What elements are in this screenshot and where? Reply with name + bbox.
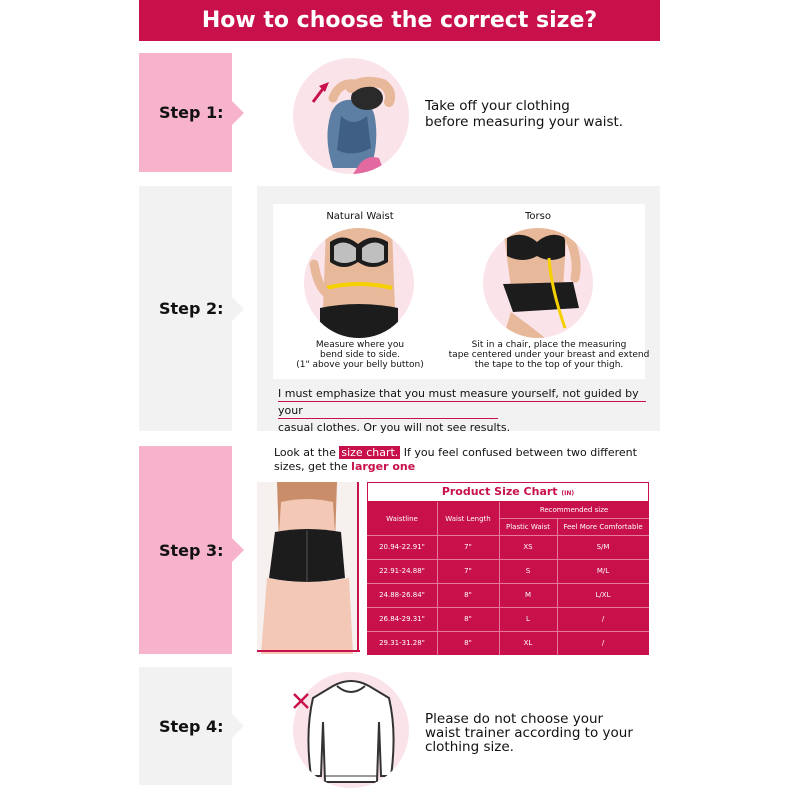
sweater-with-cross-icon (293, 672, 409, 788)
table-cell-length: 7" (464, 543, 472, 551)
table-cell-length: 8" (464, 591, 472, 599)
step-3-intro-text: sizes, get the (274, 460, 352, 473)
table-cell-length: 8" (464, 615, 472, 623)
table-cell-comfort: S/M (596, 543, 610, 551)
cross-mark-icon (292, 692, 310, 710)
table-cell-plastic: XS (523, 543, 533, 551)
step-3-intro (274, 446, 654, 474)
table-cell-waistline: 29.31-31.28" (379, 639, 425, 647)
table-cell-waistline: 22.91-24.88" (379, 567, 425, 575)
table-cell-waistline: 26.84-29.31" (379, 615, 425, 623)
header-plastic-waist: Plastic Waist (506, 522, 550, 531)
table-cell-waistline: 20.94-22.91" (379, 543, 425, 551)
step-3-intro-text: Look at the (274, 446, 340, 459)
table-cell-comfort: / (601, 639, 605, 647)
size-chart-title (367, 482, 649, 502)
step-3-label: Step 3: (159, 540, 224, 560)
table-cell-plastic: S (525, 567, 531, 575)
step-1-text-line: Take off your clothing (425, 98, 570, 114)
image-underline (257, 650, 360, 652)
torso-caption-line: the tape to the top of your thigh. (474, 360, 624, 370)
natural-waist-caption-line: Measure where you (315, 340, 405, 350)
header-waist-length: Waist Length (445, 514, 491, 523)
torso-caption-line: tape centered under your breast and extend (448, 350, 650, 360)
table-gridline (499, 518, 649, 519)
table-cell-plastic: M (524, 591, 532, 599)
emphasis-underline (278, 418, 498, 419)
larger-one-text: larger one (351, 460, 416, 473)
header-waistline: Waistline (386, 514, 418, 523)
header-feel-more-comfortable: Feel More Comfortable (563, 522, 643, 531)
step-1-text (425, 98, 623, 130)
natural-waist-caption (290, 340, 430, 370)
step-3-tab (139, 446, 232, 654)
step-2-label: Step 2: (159, 299, 224, 318)
measure-yourself-note (278, 385, 658, 436)
torso-measuring-tape-icon (483, 228, 593, 338)
size-chart-unit: (IN) (561, 490, 575, 497)
natural-waist-caption-line: (1" above your belly button) (296, 360, 424, 370)
table-cell-waistline: 24.88-26.84" (379, 591, 425, 599)
header-recommended-size: Recommended size (539, 506, 609, 514)
waist-measuring-tape-icon (304, 228, 414, 338)
undressing-person-icon (293, 58, 409, 174)
table-cell-comfort: / (601, 615, 605, 623)
image-border (357, 482, 359, 652)
natural-waist-caption-line: bend side to side. (319, 350, 401, 360)
size-chart-title-text: Product Size Chart (441, 485, 558, 498)
table-cell-plastic: L (526, 615, 530, 623)
table-cell-plastic: XL (523, 639, 533, 647)
step-3-intro-text: If you feel confused between two different (400, 446, 637, 459)
step-1-tab (139, 53, 232, 172)
step-4-text (425, 712, 633, 754)
step-4-text-line: waist trainer according to your (425, 725, 633, 741)
page-title: How to choose the correct size? (139, 0, 660, 41)
table-cell-comfort: M/L (596, 567, 610, 575)
table-cell-length: 7" (464, 567, 472, 575)
emphasis-line: I must emphasize that you must measure yourself, not guided by your (278, 387, 639, 417)
step-1-text-line: before measuring your waist. (425, 114, 624, 130)
waist-trainer-model-icon (257, 482, 357, 654)
torso-caption (446, 340, 652, 370)
step-4-label: Step 4: (159, 716, 224, 736)
torso-caption-line: Sit in a chair, place the measuring (471, 340, 627, 350)
emphasis-line: casual clothes. Or you will not see results. (278, 421, 511, 434)
step-2-tab (139, 186, 232, 431)
table-cell-length: 8" (464, 639, 472, 647)
table-cell-comfort: L/XL (595, 591, 611, 599)
size-chart-highlight: size chart. (341, 446, 399, 459)
torso-title: Torso (525, 211, 551, 222)
step-4-tab (139, 667, 232, 785)
step-1-label: Step 1: (159, 103, 224, 122)
emphasis-underline (278, 401, 646, 402)
natural-waist-title: Natural Waist (326, 211, 394, 222)
step-4-text-line: Please do not choose your (425, 711, 604, 727)
step-4-text-line: clothing size. (425, 739, 514, 755)
